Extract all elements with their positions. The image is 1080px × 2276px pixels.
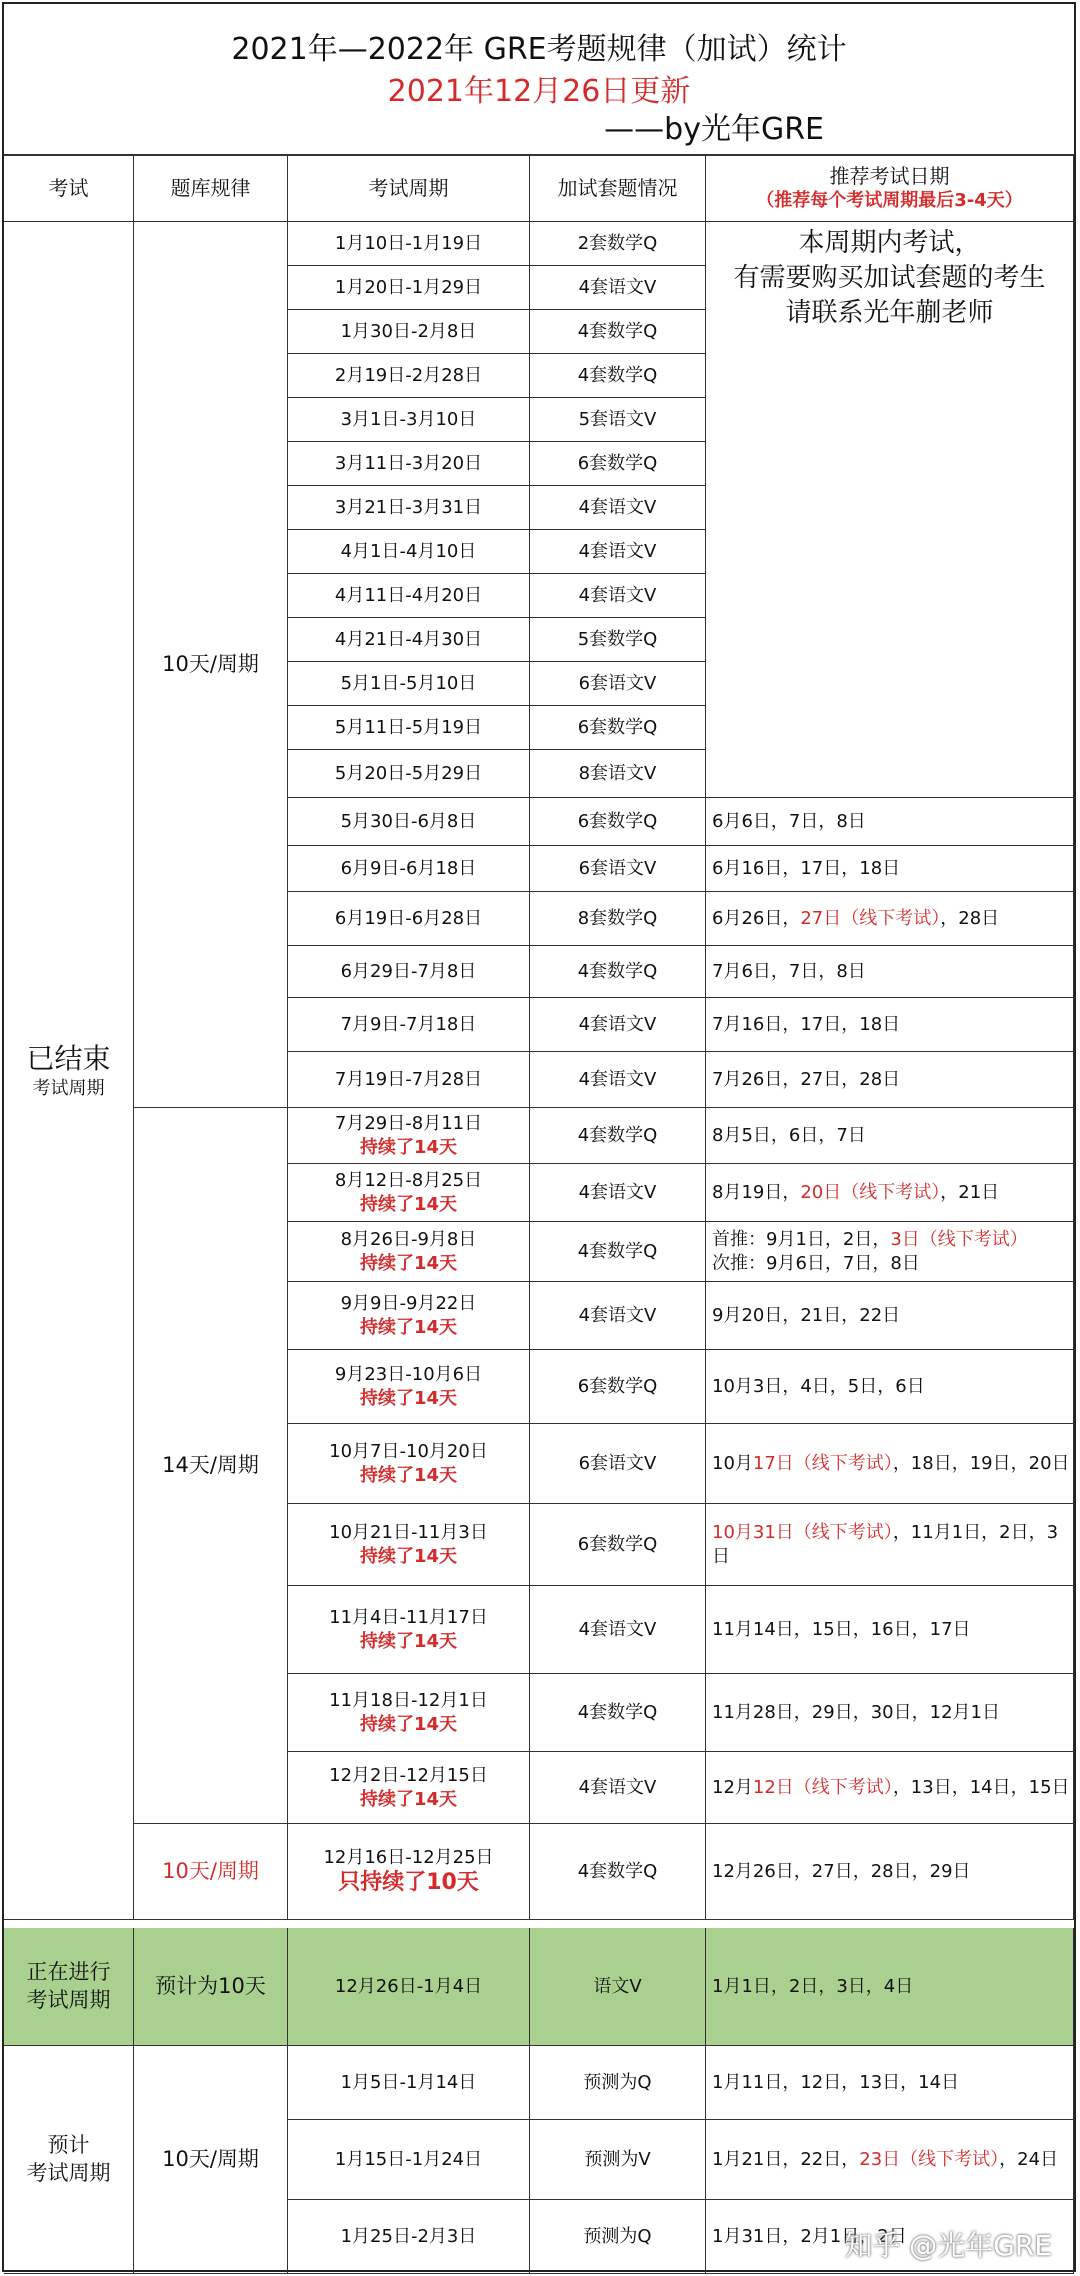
group-forecast: [4, 2046, 134, 2274]
cycle-text: 7月29日-8月11日: [334, 1113, 483, 1135]
recommend-text: 9月20日，21日，22日: [712, 1304, 901, 1326]
row-cycle: [288, 1674, 530, 1752]
extra-text: 6套数学Q: [577, 716, 658, 738]
row-extra: [530, 266, 706, 310]
row-extra: [530, 706, 706, 750]
cycle-duration: 持续了14天: [359, 1193, 458, 1215]
extra-text: 4套数学Q: [577, 1240, 658, 1262]
extra-text: 4套语文V: [578, 584, 657, 606]
recommend-offline: 10月31日（线下考试）: [712, 1522, 893, 1544]
cycle-duration: 持续了14天: [359, 1136, 458, 1158]
cycle-text: 3月11日-3月20日: [334, 452, 483, 474]
cycle-text: 6月29日-7月8日: [340, 960, 477, 982]
row-recommend: [706, 2120, 1074, 2200]
ongoing-line2: 考试周期: [26, 1987, 111, 2012]
recommend-text: 6月26日，: [712, 907, 801, 929]
recommend-line: [712, 1975, 913, 1998]
row-extra: [530, 310, 706, 354]
cycle-text: 2月19日-2月28日: [334, 364, 483, 386]
cycle-duration: 持续了14天: [359, 1788, 458, 1810]
row-extra: [530, 354, 706, 398]
cycle-text: 12月16日-12月25日: [323, 1846, 494, 1868]
extra-text: 5套语文V: [578, 408, 657, 430]
cycle-text: 4月21日-4月30日: [334, 628, 483, 650]
cycle-duration: 持续了14天: [359, 1252, 458, 1274]
group-ended: [4, 222, 134, 1920]
extra-text: 2套数学Q: [577, 232, 658, 254]
extra-text: 6套数学Q: [577, 452, 658, 474]
cycle-text: 11月4日-11月17日: [329, 1607, 488, 1629]
recommend-offline: 3日（线下考试）: [890, 1229, 1028, 1251]
recommend-line: [712, 2148, 1058, 2171]
recommend-offline: 20日（线下考试）: [800, 1181, 941, 1203]
extra-text: 4套语文V: [578, 1304, 657, 1326]
row-recommend: [706, 1752, 1074, 1824]
cell-text: 10天/周期: [162, 1858, 259, 1883]
cell-text: 推荐考试日期: [829, 163, 950, 188]
recommend-text: 首推：9月1日，2日，: [712, 1229, 891, 1251]
row-cycle: [288, 1222, 530, 1282]
row-extra: [530, 1586, 706, 1674]
cycle-text: 5月30日-6月8日: [340, 810, 477, 832]
extra-text: 4套数学Q: [577, 320, 658, 342]
extra-text: 4套数学Q: [577, 960, 658, 982]
row-extra: [530, 1282, 706, 1350]
group-ongoing-rule: [134, 1928, 288, 2046]
extra-text: 6套数学Q: [577, 1533, 658, 1555]
recommend-line: [712, 1181, 999, 1204]
cycle-text: 6月19日-6月28日: [334, 907, 483, 929]
cell-text: 10天/周期: [162, 651, 259, 676]
extra-text: 4套数学Q: [577, 1124, 658, 1146]
recommend-line: [712, 1375, 925, 1398]
row-recommend: [706, 1424, 1074, 1504]
cycle-text: 3月21日-3月31日: [334, 496, 483, 518]
recommend-text: 6月6日，7日，8日: [712, 810, 866, 832]
recommend-offline: 27日（线下考试）: [800, 907, 941, 929]
cell-text: 考试周期: [368, 175, 449, 200]
recommend-line: [712, 1776, 1070, 1799]
row-recommend: [706, 892, 1074, 946]
recommend-text: 1月31日，2月1日，2日: [712, 2225, 907, 2247]
row-extra: [530, 530, 706, 574]
recommend-line: [712, 1304, 900, 1327]
row-extra: [530, 846, 706, 892]
row-recommend: [706, 1674, 1074, 1752]
row-cycle: [288, 486, 530, 530]
row-cycle: [288, 846, 530, 892]
recommend-text: 10月: [712, 1452, 753, 1474]
recommend-text: 1月11日，12日，13日，14日: [712, 2071, 960, 2093]
cycle-text: 1月30日-2月8日: [340, 320, 477, 342]
cell-text: 题库规律: [170, 175, 251, 200]
recommend-offline: 17日（线下考试）: [752, 1452, 893, 1474]
row-cycle: [288, 1424, 530, 1504]
row-extra: [530, 892, 706, 946]
notice-box: [706, 222, 1074, 798]
cycle-text: 5月1日-5月10日: [340, 672, 477, 694]
row-cycle: [288, 2200, 530, 2274]
cell-text: 10天/周期: [162, 2146, 259, 2171]
recommend-line: [712, 907, 999, 930]
row-recommend: [706, 1108, 1074, 1164]
cell-text: 14天/周期: [162, 1452, 259, 1477]
recommend-line: [712, 1521, 1073, 1568]
cycle-text: 12月2日-12月15日: [329, 1765, 488, 1787]
row-extra: [530, 1674, 706, 1752]
recommend-text: 8月5日，6日，7日: [712, 1124, 866, 1146]
row-cycle: [288, 398, 530, 442]
extra-text: 4套语文V: [578, 1618, 657, 1640]
cycle-text: 3月1日-3月10日: [340, 408, 477, 430]
row-recommend: [706, 1824, 1074, 1920]
row-cycle: [288, 2046, 530, 2120]
cycle-text: 11月18日-12月1日: [329, 1690, 488, 1712]
col-head-exam: [4, 154, 134, 222]
cycle-duration: 持续了14天: [359, 1316, 458, 1338]
notice-line1: 本周期内考试，: [798, 228, 981, 258]
extra-text: 4套语文V: [578, 496, 657, 518]
recommend-tail: ，28日: [940, 907, 1000, 929]
recommend-line: [712, 1860, 971, 1883]
row-recommend: [706, 1586, 1074, 1674]
recommend-line: [712, 857, 900, 880]
row-cycle: [288, 266, 530, 310]
cycle-text: 5月11日-5月19日: [334, 716, 483, 738]
extra-text: 4套语文V: [578, 1181, 657, 1203]
row-extra: [530, 1504, 706, 1586]
recommend-line: [712, 1618, 971, 1641]
row-cycle: [288, 1752, 530, 1824]
extra-text: 6套数学Q: [577, 810, 658, 832]
extra-text: 5套数学Q: [577, 628, 658, 650]
row-extra: [530, 750, 706, 798]
row-recommend: [706, 998, 1074, 1052]
recommend-text: 10月3日，4日，5日，6日: [712, 1375, 925, 1397]
extra-text: 6套语文V: [578, 1452, 657, 1474]
recommend-line: [712, 1124, 866, 1147]
extra-text: 4套数学Q: [577, 364, 658, 386]
extra-text: 语文V: [593, 1975, 642, 1997]
row-recommend: [706, 1504, 1074, 1586]
cycle-duration: 只持续了10天: [338, 1869, 479, 1895]
row-extra: [530, 1052, 706, 1108]
recommend-line: [712, 1013, 900, 1036]
extra-text: 4套数学Q: [577, 1860, 658, 1882]
row-extra: [530, 1108, 706, 1164]
extra-text: 8套数学Q: [577, 907, 658, 929]
cycle-text: 12月26日-1月4日: [334, 1975, 483, 1997]
row-cycle: [288, 1282, 530, 1350]
row-cycle: [288, 530, 530, 574]
row-cycle: [288, 998, 530, 1052]
row-cycle: [288, 1052, 530, 1108]
row-extra: [530, 998, 706, 1052]
col-head-recommend: [706, 154, 1074, 222]
cycle-text: 10月21日-11月3日: [329, 1522, 488, 1544]
cycle-text: 1月10日-1月19日: [334, 232, 483, 254]
row-extra: [530, 2200, 706, 2274]
recommend-line: [712, 810, 866, 833]
cell-text: 加试套题情况: [557, 175, 678, 200]
col-head-cycle: [288, 154, 530, 222]
cycle-duration: 持续了14天: [359, 1630, 458, 1652]
row-recommend: [706, 1164, 1074, 1222]
group-ongoing: [4, 1928, 134, 2046]
recommend-text: 6月16日，17日，18日: [712, 857, 901, 879]
extra-text: 6套语文V: [578, 857, 657, 879]
cell-text: 考试: [48, 175, 89, 200]
row-recommend: [706, 798, 1074, 846]
row-cycle: [288, 1824, 530, 1920]
recommend-note: （推荐每个考试周期最后3-4天）: [756, 189, 1023, 211]
row-recommend: [706, 1928, 1074, 2046]
cycle-text: 1月20日-1月29日: [334, 276, 483, 298]
recommend-line: [712, 1228, 1028, 1251]
row-extra: [530, 2120, 706, 2200]
row-recommend: [706, 1052, 1074, 1108]
update-date: 2021年12月26日更新: [387, 74, 691, 109]
cycle-text: 1月5日-1月14日: [340, 2071, 477, 2093]
group-rule-10: [134, 222, 288, 1108]
row-extra: [530, 798, 706, 846]
cycle-text: 5月20日-5月29日: [334, 762, 483, 784]
row-extra: [530, 1164, 706, 1222]
cell-text: 预计为10天: [155, 1973, 266, 1998]
gre-schedule-sheet: [2, 2, 1076, 2272]
recommend-line: [712, 1701, 1000, 1724]
recommend-text: 1月21日，22日，: [712, 2148, 860, 2170]
row-cycle: [288, 354, 530, 398]
recommend-text: 11月14日，15日，16日，17日: [712, 1618, 971, 1640]
cycle-text: 1月25日-2月3日: [340, 2225, 477, 2247]
cycle-text: 9月9日-9月22日: [340, 1293, 477, 1315]
recommend-tail: ，11月1日，2日，3日: [712, 1522, 1059, 1567]
row-cycle: [288, 310, 530, 354]
recommend-text: 12月26日，27日，28日，29日: [712, 1860, 971, 1882]
cycle-text: 10月7日-10月20日: [329, 1441, 488, 1463]
row-cycle: [288, 706, 530, 750]
row-cycle: [288, 222, 530, 266]
recommend-line: [712, 1068, 900, 1091]
row-recommend: [706, 1282, 1074, 1350]
cycle-text: 7月19日-7月28日: [334, 1068, 483, 1090]
cycle-duration: 持续了14天: [359, 1545, 458, 1567]
recommend-text: 8月19日，: [712, 1181, 801, 1203]
row-recommend: [706, 1222, 1074, 1282]
cycle-text: 6月9日-6月18日: [340, 857, 477, 879]
recommend-line: [712, 2071, 959, 2094]
row-extra: [530, 1222, 706, 1282]
row-extra: [530, 1350, 706, 1424]
row-extra: [530, 1752, 706, 1824]
recommend-text: 1月1日，2日，3日，4日: [712, 1975, 914, 1997]
recommend-offline: 12日（线下考试）: [752, 1776, 893, 1798]
ongoing-line1: 正在进行: [26, 1960, 111, 1985]
col-head-bank-rule: [134, 154, 288, 222]
recommend-line: [712, 1452, 1070, 1475]
notice-line2: 有需要购买加试套题的考生: [733, 263, 1046, 294]
group-rule-14: [134, 1108, 288, 1824]
row-cycle: [288, 1928, 530, 2046]
recommend-offline: 23日（线下考试）: [859, 2148, 1000, 2170]
page-title: 2021年—2022年 GRE考题规律（加试）统计: [231, 32, 847, 67]
forecast-label: 预计: [47, 2133, 90, 2158]
recommend-tail: ，13日，14日，15日: [892, 1776, 1070, 1798]
group-rule-10-last: [134, 1824, 288, 1920]
row-extra: [530, 1824, 706, 1920]
extra-text: 4套语文V: [578, 1068, 657, 1090]
extra-text: 预测为V: [584, 2148, 651, 2170]
row-extra: [530, 662, 706, 706]
cycle-duration: 持续了14天: [359, 1464, 458, 1486]
recommend-line-2: [712, 1252, 920, 1275]
group-ended-sub: 考试周期: [32, 1078, 105, 1099]
group-forecast-rule: [134, 2046, 288, 2274]
cycle-text: 1月15日-1月24日: [334, 2148, 483, 2170]
forecast-sub: 考试周期: [26, 2160, 111, 2185]
cycle-text: 7月9日-7月18日: [340, 1013, 477, 1035]
extra-text: 4套语文V: [578, 540, 657, 562]
notice-line3: 请联系光年蒯老师: [785, 298, 994, 329]
recommend-tail: ，21日: [940, 1181, 1000, 1203]
row-cycle: [288, 798, 530, 846]
recommend-tail: ，18日，19日，20日: [892, 1452, 1070, 1474]
row-recommend: [706, 946, 1074, 998]
row-extra: [530, 486, 706, 530]
row-extra: [530, 2046, 706, 2120]
row-extra: [530, 442, 706, 486]
cycle-text: 8月26日-9月8日: [340, 1229, 477, 1251]
row-cycle: [288, 618, 530, 662]
extra-text: 8套语文V: [578, 762, 657, 784]
recommend-line: [712, 960, 866, 983]
extra-text: 4套数学Q: [577, 1701, 658, 1723]
row-cycle: [288, 1350, 530, 1424]
cycle-text: 9月23日-10月6日: [334, 1364, 483, 1386]
row-extra: [530, 222, 706, 266]
extra-text: 预测为Q: [583, 2225, 652, 2247]
byline: ——by光年GRE: [604, 112, 824, 147]
recommend-text: 7月6日，7日，8日: [712, 960, 866, 982]
row-cycle: [288, 892, 530, 946]
row-cycle: [288, 1164, 530, 1222]
recommend-tail: ，24日: [999, 2148, 1059, 2170]
extra-text: 预测为Q: [583, 2071, 652, 2093]
cycle-text: 4月11日-4月20日: [334, 584, 483, 606]
row-extra: [530, 1928, 706, 2046]
extra-text: 4套语文V: [578, 276, 657, 298]
row-recommend: [706, 846, 1074, 892]
row-extra: [530, 618, 706, 662]
recommend-text: 12月: [712, 1776, 753, 1798]
extra-text: 6套数学Q: [577, 1375, 658, 1397]
watermark: 知乎 @光年GRE: [844, 2229, 1052, 2262]
row-cycle: [288, 442, 530, 486]
extra-text: 4套语文V: [578, 1013, 657, 1035]
recommend-secondary: 次推：9月6日，7日，8日: [712, 1252, 920, 1274]
row-cycle: [288, 662, 530, 706]
row-recommend: [706, 2046, 1074, 2120]
row-cycle: [288, 1586, 530, 1674]
row-extra: [530, 398, 706, 442]
cycle-duration: 持续了14天: [359, 1713, 458, 1735]
row-cycle: [288, 574, 530, 618]
recommend-text: 7月26日，27日，28日: [712, 1068, 901, 1090]
cycle-text: 4月1日-4月10日: [340, 540, 477, 562]
row-recommend: [706, 1350, 1074, 1424]
recommend-text: 7月16日，17日，18日: [712, 1013, 901, 1035]
row-cycle: [288, 1108, 530, 1164]
row-cycle: [288, 2120, 530, 2200]
group-ended-label: 已结束: [26, 1041, 111, 1075]
row-cycle: [288, 750, 530, 798]
row-extra: [530, 946, 706, 998]
recommend-text: 11月28日，29日，30日，12月1日: [712, 1701, 1000, 1723]
row-cycle: [288, 946, 530, 998]
row-extra: [530, 574, 706, 618]
cycle-duration: 持续了14天: [359, 1387, 458, 1409]
cycle-text: 8月12日-8月25日: [334, 1170, 483, 1192]
extra-text: 6套语文V: [578, 672, 657, 694]
col-head-extra: [530, 154, 706, 222]
row-cycle: [288, 1504, 530, 1586]
extra-text: 4套语文V: [578, 1776, 657, 1798]
row-extra: [530, 1424, 706, 1504]
